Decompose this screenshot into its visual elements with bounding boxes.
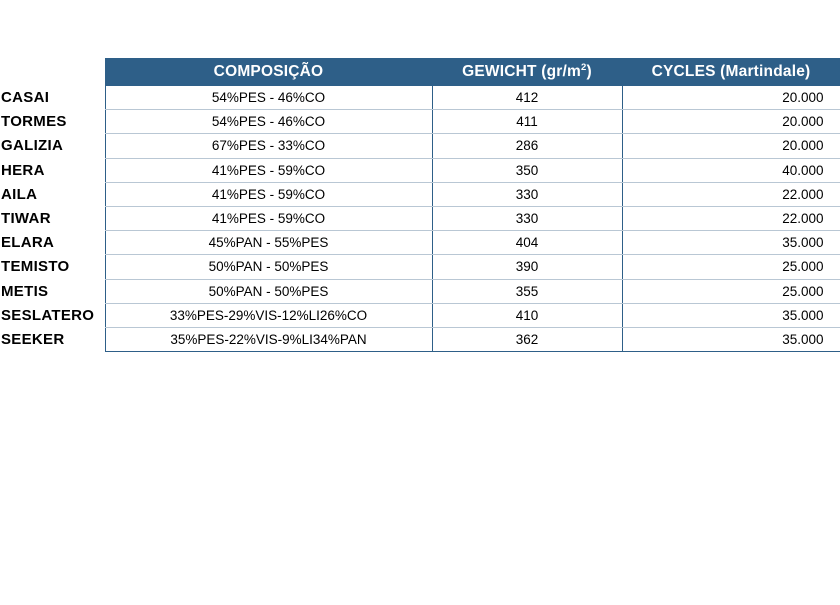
fabric-table-container (0, 58, 840, 352)
column-header-weight-close: ) (586, 63, 592, 80)
cell-composition: 54%PES - 46%CO (105, 86, 432, 110)
table-row (0, 231, 840, 255)
table-row (0, 110, 840, 134)
table-header (0, 58, 840, 86)
cell-fabric-name: TIWAR (0, 206, 105, 230)
cell-cycles: 20.000 (622, 134, 840, 158)
cell-fabric-name: SEEKER (0, 327, 105, 351)
cell-weight: 330 (432, 182, 622, 206)
cell-fabric-name: TORMES (0, 110, 105, 134)
cell-cycles: 20.000 (622, 110, 840, 134)
cell-cycles: 25.000 (622, 255, 840, 279)
column-header-cycles: CYCLES (Martindale) (622, 58, 840, 86)
cell-fabric-name: CASAI (0, 86, 105, 110)
cell-weight: 330 (432, 206, 622, 230)
column-header-weight (432, 58, 622, 86)
cell-cycles: 40.000 (622, 158, 840, 182)
cell-weight: 362 (432, 327, 622, 351)
cell-composition: 50%PAN - 50%PES (105, 279, 432, 303)
cell-composition: 67%PES - 33%CO (105, 134, 432, 158)
table-row (0, 182, 840, 206)
cell-cycles: 22.000 (622, 206, 840, 230)
cell-composition: 41%PES - 59%CO (105, 158, 432, 182)
cell-composition: 35%PES-22%VIS-9%LI34%PAN (105, 327, 432, 351)
cell-composition: 33%PES-29%VIS-12%LI26%CO (105, 303, 432, 327)
cell-weight: 410 (432, 303, 622, 327)
column-header-name (0, 58, 105, 86)
table-row (0, 158, 840, 182)
cell-fabric-name: SESLATERO (0, 303, 105, 327)
cell-composition: 50%PAN - 50%PES (105, 255, 432, 279)
column-header-composition: COMPOSIÇÃO (105, 58, 432, 86)
cell-fabric-name: METIS (0, 279, 105, 303)
table-row (0, 206, 840, 230)
cell-fabric-name: AILA (0, 182, 105, 206)
table-row (0, 86, 840, 110)
cell-weight: 355 (432, 279, 622, 303)
cell-composition: 41%PES - 59%CO (105, 206, 432, 230)
table-body (0, 86, 840, 352)
cell-weight: 350 (432, 158, 622, 182)
table-row (0, 134, 840, 158)
cell-weight: 286 (432, 134, 622, 158)
cell-composition: 54%PES - 46%CO (105, 110, 432, 134)
cell-weight: 404 (432, 231, 622, 255)
cell-fabric-name: HERA (0, 158, 105, 182)
cell-cycles: 35.000 (622, 231, 840, 255)
column-header-weight-text: GEWICHT (gr/m (462, 63, 581, 80)
cell-fabric-name: TEMISTO (0, 255, 105, 279)
cell-cycles: 22.000 (622, 182, 840, 206)
cell-weight: 411 (432, 110, 622, 134)
table-row (0, 303, 840, 327)
cell-weight: 412 (432, 86, 622, 110)
cell-weight: 390 (432, 255, 622, 279)
column-header-weight-exponent: 2 (580, 61, 587, 73)
fabric-specification-table (0, 58, 840, 352)
cell-cycles: 20.000 (622, 86, 840, 110)
cell-cycles: 35.000 (622, 303, 840, 327)
cell-composition: 45%PAN - 55%PES (105, 231, 432, 255)
table-header-row (0, 58, 840, 86)
cell-cycles: 35.000 (622, 327, 840, 351)
table-row (0, 327, 840, 351)
table-row (0, 279, 840, 303)
cell-fabric-name: ELARA (0, 231, 105, 255)
cell-cycles: 25.000 (622, 279, 840, 303)
cell-fabric-name: GALIZIA (0, 134, 105, 158)
table-row (0, 255, 840, 279)
cell-composition: 41%PES - 59%CO (105, 182, 432, 206)
